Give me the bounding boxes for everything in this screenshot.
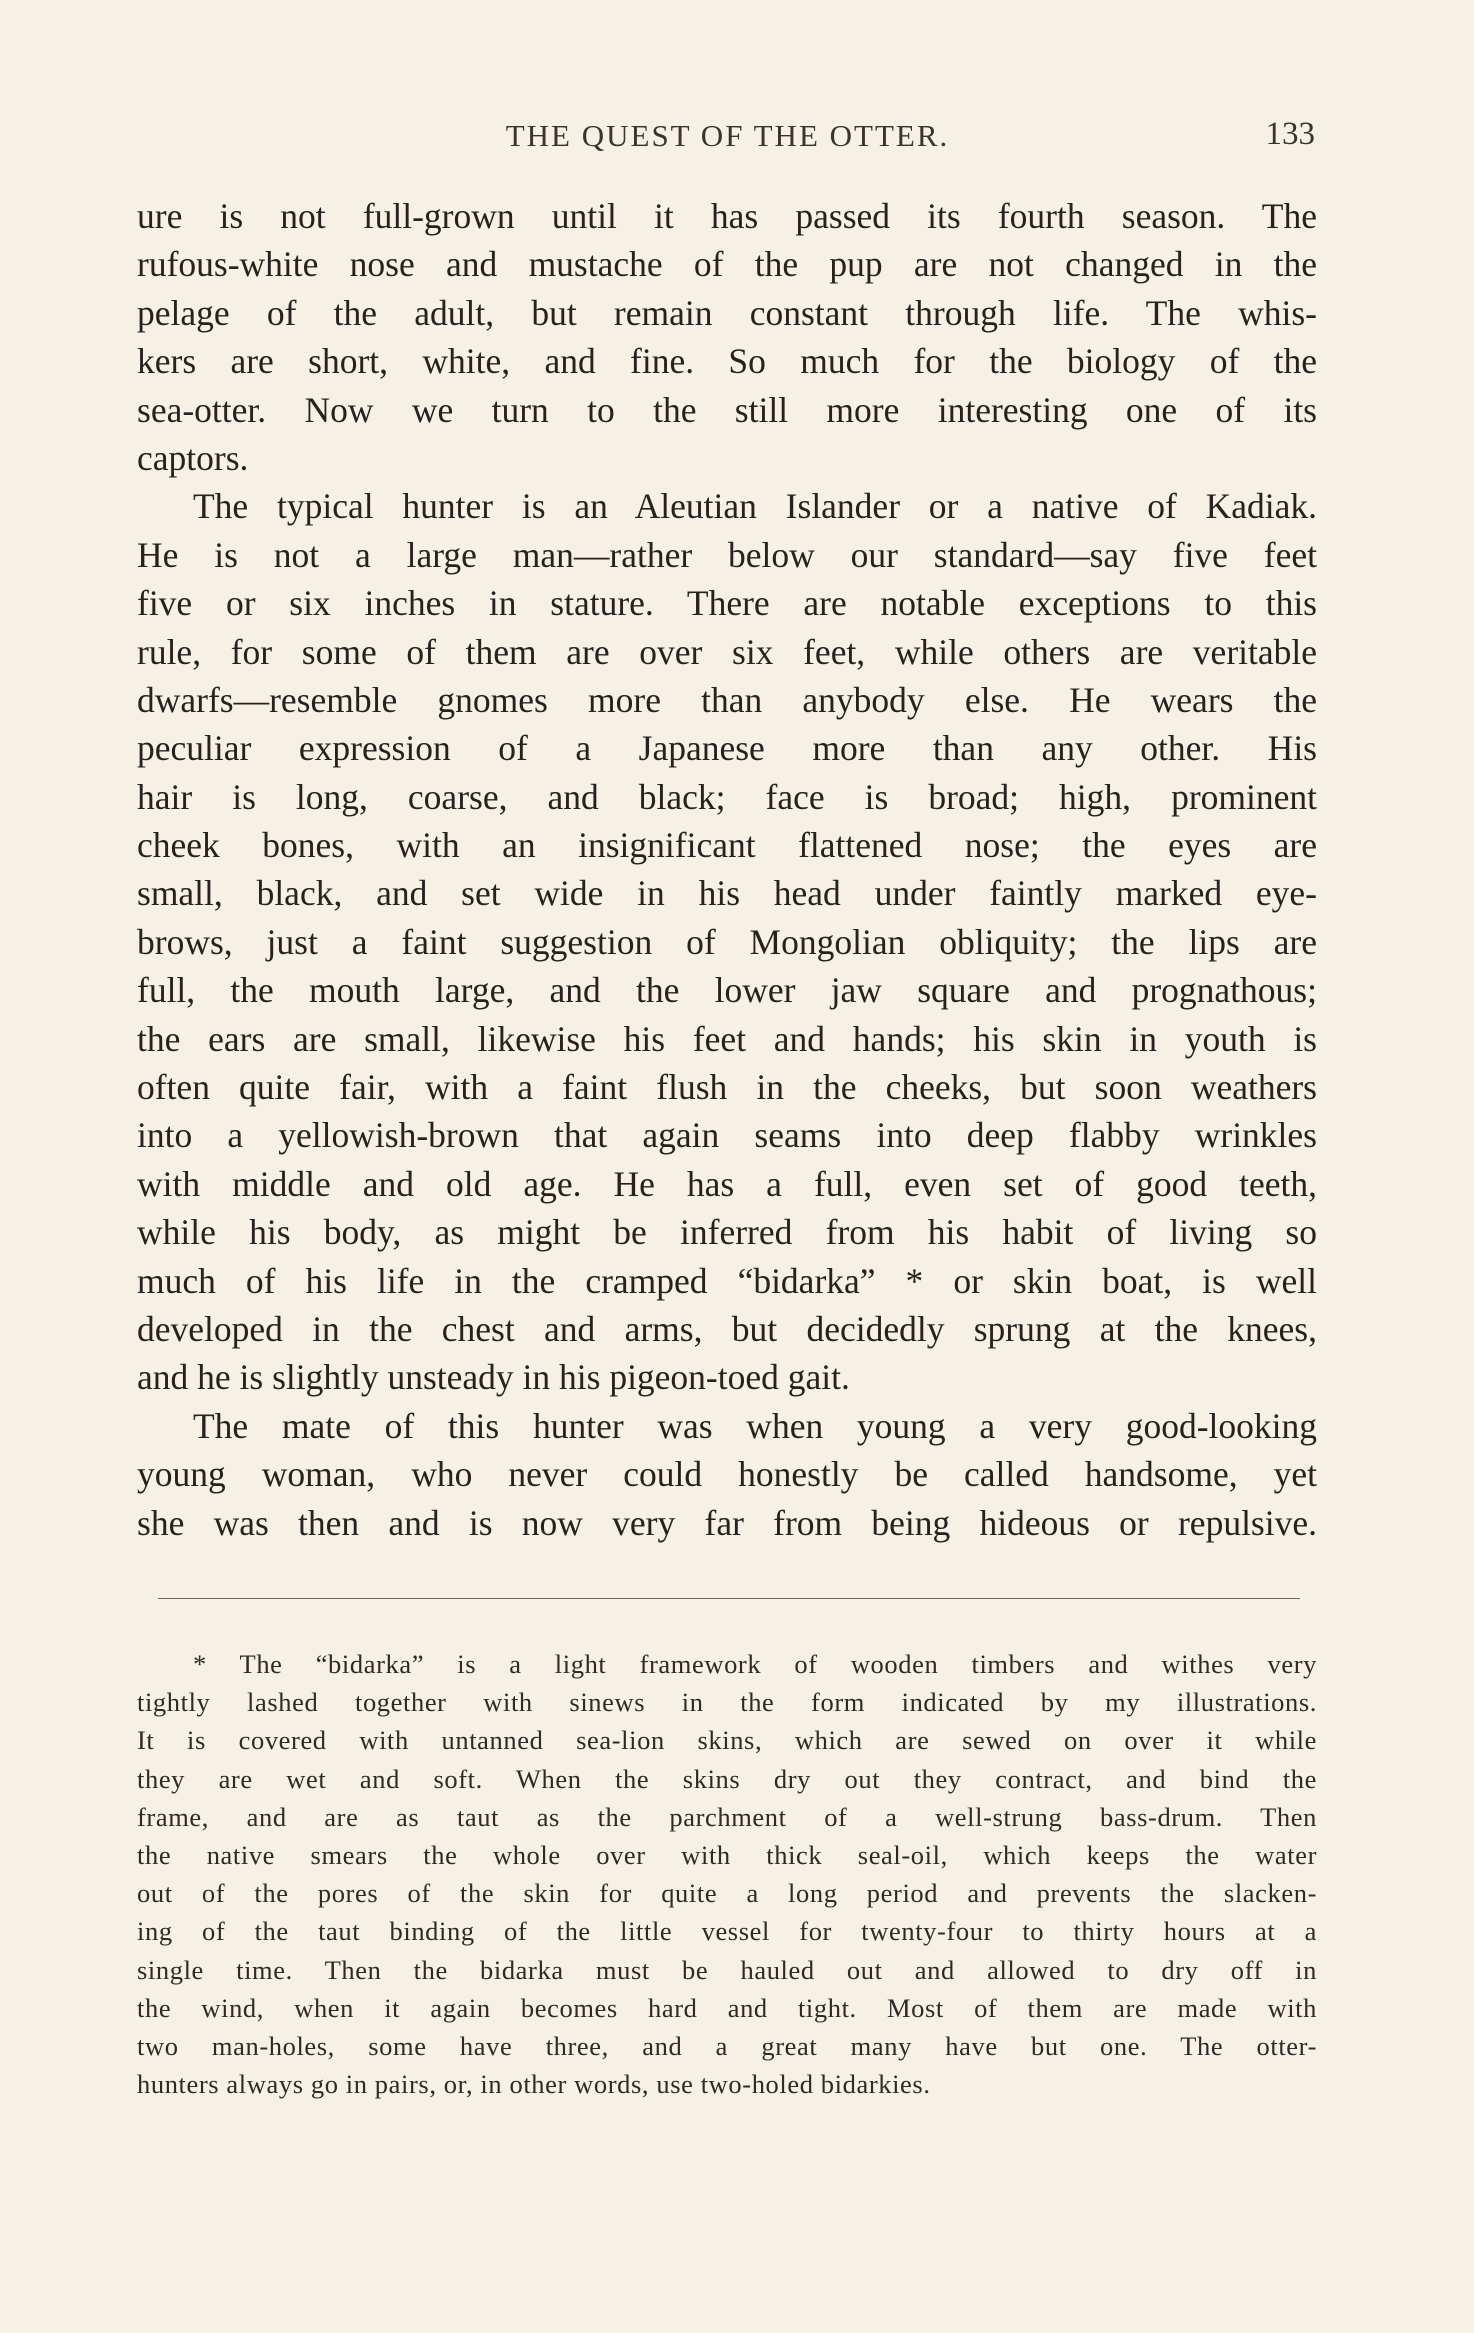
footnote-line: two man-holes, some have three, and a great many have but one. The otter-: [137, 2030, 1317, 2061]
body-line: developed in the chest and arms, but decidedly sprung at the knees,: [137, 1308, 1317, 1349]
body-line: while his body, as might be inferred from his habit of living so: [137, 1212, 1317, 1253]
body-text: [137, 192, 1317, 1547]
footnote-divider: [158, 1598, 1300, 1599]
footnote-line: tightly lashed together with sinews in the form indicated by my illustrations.: [137, 1687, 1317, 1718]
footnote-line: ing of the taut binding of the little vessel for twenty-four to thirty hours at a: [137, 1916, 1317, 1947]
body-line: five or six inches in stature. There are notable exceptions to this: [137, 583, 1317, 624]
footnote-line: they are wet and soft. When the skins dry out they contract, and bind the: [137, 1763, 1317, 1794]
footnote: [137, 1645, 1317, 2103]
body-line: dwarfs—resemble gnomes more than anybody else. He wears the: [137, 679, 1317, 720]
body-line: with middle and old age. He has a full, even set of good teeth,: [137, 1163, 1317, 1204]
body-line: young woman, who never could honestly be called handsome, yet: [137, 1454, 1317, 1495]
footnote-line: hunters always go in pairs, or, in other words, use two-holed bidarkies.: [137, 2069, 931, 2100]
body-line: ure is not full-grown until it has passed its fourth season. The: [137, 196, 1317, 236]
footnote-line: single time. Then the bidarka must be hauled out and allowed to dry off in: [137, 1954, 1317, 1985]
body-line: sea-otter. Now we turn to the still more interesting one of its: [137, 389, 1317, 430]
body-line: into a yellowish-brown that again seams into deep flabby wrinkles: [137, 1115, 1317, 1156]
body-line: she was then and is now very far from being hideous or repulsive.: [137, 1502, 1317, 1543]
body-line: peculiar expression of a Japanese more than any other. His: [137, 728, 1317, 769]
body-line: often quite fair, with a faint flush in the cheeks, but soon weathers: [137, 1067, 1317, 1108]
running-title: THE QUEST OF THE OTTER.: [505, 118, 950, 153]
body-line: rufous-white nose and mustache of the pup are not changed in the: [137, 244, 1317, 285]
body-line: the ears are small, likewise his feet and hands; his skin in youth is: [137, 1018, 1317, 1059]
body-line: captors.: [137, 437, 249, 478]
footnote-line: frame, and are as taut as the parchment of a well-strung bass-drum. Then: [137, 1801, 1317, 1832]
footnote-line: the wind, when it again becomes hard and tight. Most of them are made with: [137, 1992, 1317, 2023]
body-line: pelage of the adult, but remain constant through life. The whis-: [137, 292, 1317, 333]
body-line: kers are short, white, and fine. So much for the biology of the: [137, 341, 1317, 382]
body-line: hair is long, coarse, and black; face is broad; high, prominent: [137, 776, 1317, 817]
footnote-line: * The “bidarka” is a light framework of wooden timbers and withes very: [193, 1649, 1317, 1679]
body-line: and he is slightly unsteady in his pigeon-toed gait.: [137, 1357, 850, 1398]
body-line: brows, just a faint suggestion of Mongolian obliquity; the lips are: [137, 921, 1317, 962]
body-line: The mate of this hunter was when young a very good-looking: [193, 1405, 1317, 1446]
body-line: full, the mouth large, and the lower jaw square and prognathous;: [137, 970, 1317, 1011]
footnote-line: It is covered with untanned sea-lion skins, which are sewed on over it while: [137, 1725, 1317, 1756]
body-line: cheek bones, with an insignificant flattened nose; the eyes are: [137, 825, 1317, 866]
page-number: 133: [1265, 116, 1315, 152]
body-line: rule, for some of them are over six feet, while others are veritable: [137, 631, 1317, 672]
body-line: small, black, and set wide in his head under faintly marked eye-: [137, 873, 1317, 914]
body-line: He is not a large man—rather below our standard—say five feet: [137, 534, 1317, 575]
running-head: [140, 112, 1315, 162]
footnote-line: the native smears the whole over with thick seal-oil, which keeps the water: [137, 1839, 1317, 1870]
body-line: much of his life in the cramped “bidarka” * or skin boat, is well: [137, 1260, 1317, 1301]
body-line: The typical hunter is an Aleutian Islander or a native of Kadiak.: [193, 486, 1317, 527]
footnote-line: out of the pores of the skin for quite a long period and prevents the slacken-: [137, 1878, 1317, 1909]
